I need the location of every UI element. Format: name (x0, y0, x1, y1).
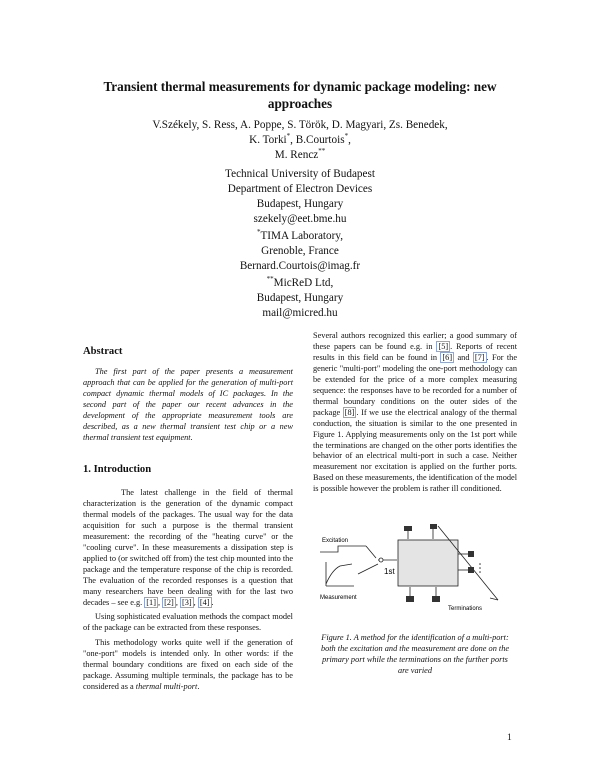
terminal-top-2 (430, 524, 437, 529)
intro-paragraph-1: The latest challenge in the field of thermal characterization is the generation of the dynamic compact thermal models of the packages. The usual way for the data acquisition for such a purpose is the thermal transient measurement: the recording of the "heating curve" or the "cooling curve". In these measurements a dissipation step is applied to (or switched off from) the test chip mounted into the package and the temperature response of the chip is recorded. The evaluation of the recorded responses is a question that many researchers have been dealing with for the last two decades – see e.g. [1] , [2] , [3] , [4] . (83, 488, 293, 607)
citation-5[interactable]: [5] (438, 341, 449, 351)
intro-paragraph-2: Using sophisticated evaluation methods the compact model of the package can be extracted from these responses. (83, 612, 293, 633)
citation-6[interactable]: [6] (442, 352, 453, 362)
email-micred[interactable]: mail@micred.hu (262, 307, 338, 319)
email-szekely[interactable]: szekely@eet.bme.hu (253, 213, 347, 225)
citation-1[interactable]: [1] (146, 597, 156, 607)
paper-title: Transient thermal measurements for dynamic package modeling: new approaches (103, 79, 497, 111)
email-courtois[interactable]: Bernard.Courtois@imag.fr (239, 260, 361, 272)
citation-8[interactable]: [8] (344, 407, 355, 417)
figure-label-terminations: Terminations (448, 606, 483, 612)
intro-paragraph-3: This methodology works quite well if the generation of "one-port" models is intended only. In other words: if the thermal boundary conditions are fixed on each side of the package. Assuming multiple terminals, the package has to be considered as a thermal multi-port. (83, 638, 293, 692)
introduction-body (83, 488, 293, 697)
figure-label-excitation: Excitation (322, 538, 349, 544)
figure-label-port: 1st (384, 567, 395, 576)
terminal-right-1 (468, 551, 474, 557)
terminal-bottom-2 (432, 596, 440, 602)
page-number: 1 (507, 733, 512, 743)
affiliation-tima: *TIMA Laboratory, Grenoble, France Bernard.Courtois@imag.fr (150, 229, 450, 274)
author-line-3: M. Rencz** (274, 147, 326, 161)
abstract-heading: Abstract (83, 346, 123, 357)
abstract-body: The first part of the paper presents a measurement approach that can be applied for the generation of multi-port compact dynamic thermal models of IC packages. In the second part of the paper our recent advances in the development of the appropriate measurement tools are described, as a new thermal transient test chip or a new thermal transient test equipment. (83, 367, 293, 442)
figure-1-diagram (318, 524, 512, 612)
introduction-heading: 1. Introduction (83, 464, 152, 475)
citation-7[interactable]: [7] (474, 352, 485, 362)
right-paragraph: Several authors recognized this earlier; a good summary of these papers can be found e.g. in [5] . Reports of recent results in this field can be found in [6] and [7] . For the generic "multi-port" modeling the one-port methodology can be extended for the price of a more complex measuring sequence: the responses have to be recorded for a number of thermal boundary conditions on the outer sides of the package [8] . If we use the electrical analogy of the thermal conduction, the situation is similar to the one presented in Figure 1. Applying measurements only on the 1st port while the terminations are changed on the other ports identifies the behavior of an electrical multi-port in such a case. Neither measurement nor excitation is applied on the further ports. Based on these measurements, the identification of the model is possible however the problem is rather ill conditioned. (313, 331, 518, 494)
citation-3[interactable]: [3] (181, 597, 192, 607)
affiliation-micred: **MicReD Ltd, Budapest, Hungary mail@micred.hu (150, 276, 450, 321)
citation-2[interactable]: [2] (164, 597, 174, 607)
package-box (398, 540, 458, 586)
author-line-2: K. Torki*, B.Courtois*, (249, 132, 351, 146)
terminal-bottom-1 (406, 596, 414, 602)
terminal-right-2 (468, 567, 474, 573)
author-line-1: V.Székely, S. Ress, A. Poppe, S. Török, D. Magyari, Zs. Benedek, (152, 119, 448, 131)
affiliation-budapest: Technical University of Budapest Department of Electron Devices Budapest, Hungary szekely@eet.bme.hu (150, 167, 450, 227)
terminal-top-1 (404, 526, 412, 531)
citation-4[interactable]: [4] (199, 597, 210, 607)
figure-label-measurement: Measurement (320, 595, 357, 601)
right-column-body (313, 331, 517, 495)
figure-1-caption: Figure 1. A method for the identification of a multi-port: both the excitation and the measurement are done on the primary port while the terminations on the further ports are varied (320, 633, 510, 675)
author-list (120, 118, 480, 163)
